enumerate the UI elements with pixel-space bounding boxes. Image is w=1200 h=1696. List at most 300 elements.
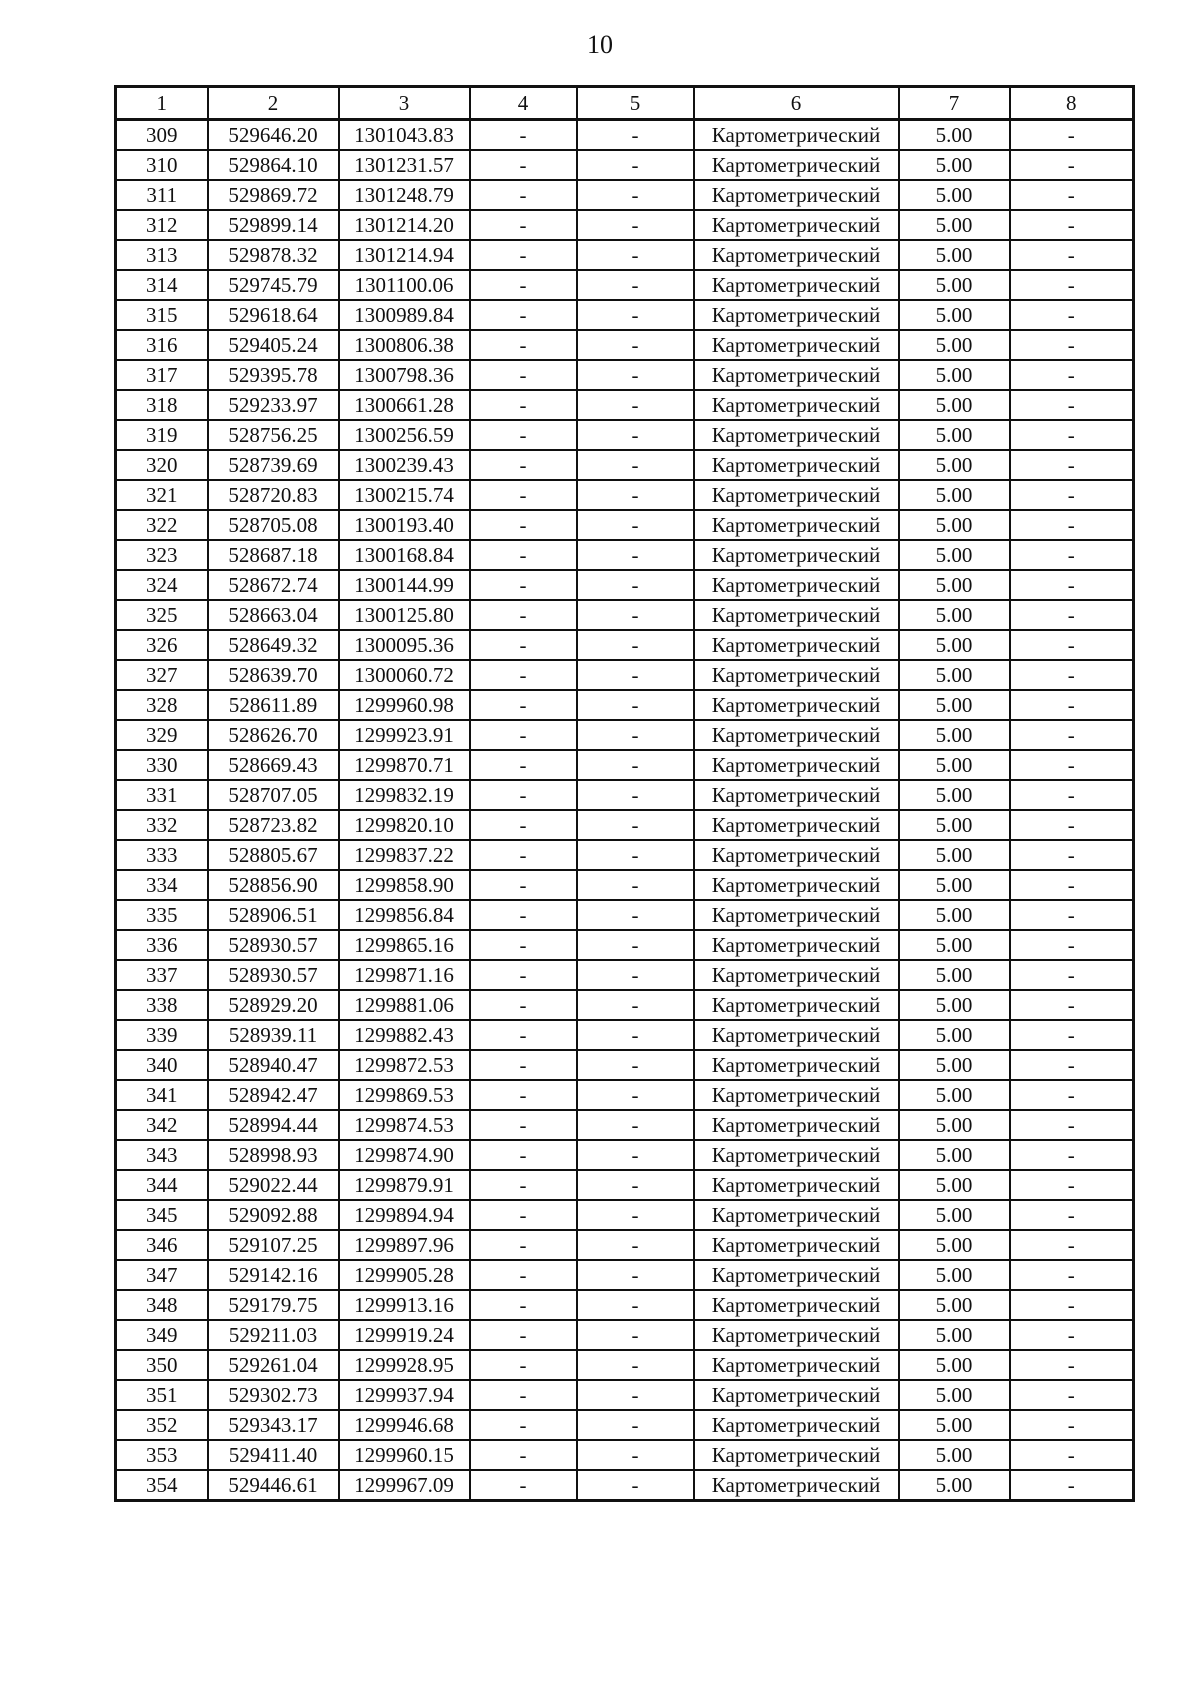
col-4-value-cell: - [470,240,577,270]
point-number-cell: 351 [116,1380,208,1410]
accuracy-cell: 5.00 [899,270,1010,300]
col-5-value-cell: - [577,450,694,480]
x-coordinate-cell: 528723.82 [208,810,339,840]
col-4-value-cell: - [470,960,577,990]
point-number-cell: 332 [116,810,208,840]
table-row [116,1320,1134,1350]
point-number-cell: 314 [116,270,208,300]
col-5-value-cell: - [577,960,694,990]
method-cell: Картометрический [694,210,899,240]
col-5-value-cell: - [577,1200,694,1230]
y-coordinate-cell: 1299869.53 [339,1080,470,1110]
x-coordinate-cell: 529618.64 [208,300,339,330]
y-coordinate-cell: 1300989.84 [339,300,470,330]
col-8-value-cell: - [1010,210,1134,240]
point-number-cell: 322 [116,510,208,540]
y-coordinate-cell: 1299967.09 [339,1470,470,1501]
point-number-cell: 330 [116,750,208,780]
y-coordinate-cell: 1299871.16 [339,960,470,990]
point-number-cell: 335 [116,900,208,930]
table-row [116,660,1134,690]
y-coordinate-cell: 1300144.99 [339,570,470,600]
col-8-value-cell: - [1010,750,1134,780]
column-header-7: 7 [899,87,1010,120]
col-5-value-cell: - [577,1440,694,1470]
col-5-value-cell: - [577,300,694,330]
col-4-value-cell: - [470,810,577,840]
col-5-value-cell: - [577,600,694,630]
point-number-cell: 309 [116,120,208,151]
column-header-2: 2 [208,87,339,120]
accuracy-cell: 5.00 [899,1440,1010,1470]
accuracy-cell: 5.00 [899,1470,1010,1501]
col-4-value-cell: - [470,1230,577,1260]
table-row [116,780,1134,810]
y-coordinate-cell: 1300256.59 [339,420,470,450]
x-coordinate-cell: 528739.69 [208,450,339,480]
col-5-value-cell: - [577,1320,694,1350]
x-coordinate-cell: 528707.05 [208,780,339,810]
col-4-value-cell: - [470,990,577,1020]
col-8-value-cell: - [1010,1230,1134,1260]
point-number-cell: 320 [116,450,208,480]
table-row [116,990,1134,1020]
col-4-value-cell: - [470,1050,577,1080]
col-5-value-cell: - [577,120,694,151]
col-8-value-cell: - [1010,930,1134,960]
col-5-value-cell: - [577,180,694,210]
col-4-value-cell: - [470,210,577,240]
col-4-value-cell: - [470,750,577,780]
x-coordinate-cell: 528930.57 [208,960,339,990]
accuracy-cell: 5.00 [899,690,1010,720]
col-5-value-cell: - [577,1170,694,1200]
y-coordinate-cell: 1300798.36 [339,360,470,390]
x-coordinate-cell: 528939.11 [208,1020,339,1050]
col-4-value-cell: - [470,540,577,570]
col-8-value-cell: - [1010,150,1134,180]
y-coordinate-cell: 1300060.72 [339,660,470,690]
point-number-cell: 311 [116,180,208,210]
accuracy-cell: 5.00 [899,1380,1010,1410]
accuracy-cell: 5.00 [899,240,1010,270]
col-8-value-cell: - [1010,1260,1134,1290]
y-coordinate-cell: 1299960.15 [339,1440,470,1470]
col-5-value-cell: - [577,630,694,660]
x-coordinate-cell: 529864.10 [208,150,339,180]
table-row [116,600,1134,630]
col-8-value-cell: - [1010,570,1134,600]
col-5-value-cell: - [577,480,694,510]
method-cell: Картометрический [694,540,899,570]
x-coordinate-cell: 528805.67 [208,840,339,870]
col-8-value-cell: - [1010,1110,1134,1140]
method-cell: Картометрический [694,780,899,810]
point-number-cell: 328 [116,690,208,720]
col-4-value-cell: - [470,1290,577,1320]
table-row [116,540,1134,570]
col-5-value-cell: - [577,900,694,930]
accuracy-cell: 5.00 [899,1260,1010,1290]
x-coordinate-cell: 529107.25 [208,1230,339,1260]
x-coordinate-cell: 528942.47 [208,1080,339,1110]
table-row [116,150,1134,180]
table-row [116,1020,1134,1050]
col-4-value-cell: - [470,450,577,480]
col-4-value-cell: - [470,870,577,900]
accuracy-cell: 5.00 [899,600,1010,630]
x-coordinate-cell: 528929.20 [208,990,339,1020]
table-row [116,1380,1134,1410]
point-number-cell: 345 [116,1200,208,1230]
x-coordinate-cell: 529411.40 [208,1440,339,1470]
col-5-value-cell: - [577,780,694,810]
accuracy-cell: 5.00 [899,630,1010,660]
col-8-value-cell: - [1010,1350,1134,1380]
point-number-cell: 310 [116,150,208,180]
accuracy-cell: 5.00 [899,570,1010,600]
y-coordinate-cell: 1299894.94 [339,1200,470,1230]
table-row [116,450,1134,480]
point-number-cell: 350 [116,1350,208,1380]
method-cell: Картометрический [694,600,899,630]
accuracy-cell: 5.00 [899,1080,1010,1110]
col-5-value-cell: - [577,720,694,750]
y-coordinate-cell: 1301231.57 [339,150,470,180]
x-coordinate-cell: 528611.89 [208,690,339,720]
col-8-value-cell: - [1010,600,1134,630]
point-number-cell: 336 [116,930,208,960]
x-coordinate-cell: 529179.75 [208,1290,339,1320]
method-cell: Картометрический [694,1110,899,1140]
method-cell: Картометрический [694,1080,899,1110]
point-number-cell: 334 [116,870,208,900]
table-row [116,1290,1134,1320]
col-8-value-cell: - [1010,810,1134,840]
col-4-value-cell: - [470,780,577,810]
col-4-value-cell: - [470,1260,577,1290]
col-4-value-cell: - [470,270,577,300]
accuracy-cell: 5.00 [899,870,1010,900]
col-4-value-cell: - [470,150,577,180]
table-row [116,1440,1134,1470]
col-4-value-cell: - [470,1200,577,1230]
x-coordinate-cell: 528705.08 [208,510,339,540]
col-5-value-cell: - [577,540,694,570]
method-cell: Картометрический [694,660,899,690]
table-row [116,1230,1134,1260]
point-number-cell: 323 [116,540,208,570]
col-5-value-cell: - [577,360,694,390]
y-coordinate-cell: 1300661.28 [339,390,470,420]
col-5-value-cell: - [577,1080,694,1110]
column-header-1: 1 [116,87,208,120]
point-number-cell: 341 [116,1080,208,1110]
method-cell: Картометрический [694,1230,899,1260]
y-coordinate-cell: 1300239.43 [339,450,470,480]
col-5-value-cell: - [577,240,694,270]
page-number: 10 [587,30,613,59]
col-8-value-cell: - [1010,870,1134,900]
col-8-value-cell: - [1010,780,1134,810]
table-row [116,210,1134,240]
point-number-cell: 327 [116,660,208,690]
method-cell: Картометрический [694,1200,899,1230]
table-row [116,1200,1134,1230]
point-number-cell: 329 [116,720,208,750]
table-row [116,1350,1134,1380]
point-number-cell: 331 [116,780,208,810]
method-cell: Картометрический [694,1470,899,1501]
accuracy-cell: 5.00 [899,1170,1010,1200]
y-coordinate-cell: 1299882.43 [339,1020,470,1050]
col-4-value-cell: - [470,120,577,151]
method-cell: Картометрический [694,1020,899,1050]
x-coordinate-cell: 528669.43 [208,750,339,780]
table-row [116,510,1134,540]
col-4-value-cell: - [470,1350,577,1380]
method-cell: Картометрический [694,690,899,720]
col-4-value-cell: - [470,390,577,420]
point-number-cell: 346 [116,1230,208,1260]
method-cell: Картометрический [694,240,899,270]
point-number-cell: 343 [116,1140,208,1170]
method-cell: Картометрический [694,960,899,990]
y-coordinate-cell: 1299919.24 [339,1320,470,1350]
header-row [116,87,1134,120]
accuracy-cell: 5.00 [899,420,1010,450]
method-cell: Картометрический [694,570,899,600]
col-8-value-cell: - [1010,330,1134,360]
x-coordinate-cell: 529092.88 [208,1200,339,1230]
x-coordinate-cell: 528994.44 [208,1110,339,1140]
point-number-cell: 316 [116,330,208,360]
point-number-cell: 354 [116,1470,208,1501]
point-number-cell: 317 [116,360,208,390]
x-coordinate-cell: 529343.17 [208,1410,339,1440]
accuracy-cell: 5.00 [899,480,1010,510]
x-coordinate-cell: 528672.74 [208,570,339,600]
method-cell: Картометрический [694,450,899,480]
table-row [116,900,1134,930]
col-5-value-cell: - [577,1260,694,1290]
x-coordinate-cell: 529405.24 [208,330,339,360]
column-header-4: 4 [470,87,577,120]
x-coordinate-cell: 528940.47 [208,1050,339,1080]
method-cell: Картометрический [694,1140,899,1170]
method-cell: Картометрический [694,750,899,780]
x-coordinate-cell: 529899.14 [208,210,339,240]
col-5-value-cell: - [577,1110,694,1140]
point-number-cell: 353 [116,1440,208,1470]
col-4-value-cell: - [470,1170,577,1200]
col-4-value-cell: - [470,630,577,660]
x-coordinate-cell: 529022.44 [208,1170,339,1200]
col-4-value-cell: - [470,300,577,330]
method-cell: Картометрический [694,360,899,390]
col-4-value-cell: - [470,420,577,450]
accuracy-cell: 5.00 [899,1200,1010,1230]
column-header-3: 3 [339,87,470,120]
accuracy-cell: 5.00 [899,1350,1010,1380]
point-number-cell: 321 [116,480,208,510]
x-coordinate-cell: 528639.70 [208,660,339,690]
accuracy-cell: 5.00 [899,120,1010,151]
col-4-value-cell: - [470,1020,577,1050]
col-8-value-cell: - [1010,720,1134,750]
method-cell: Картометрический [694,300,899,330]
col-8-value-cell: - [1010,180,1134,210]
table-row [116,1110,1134,1140]
method-cell: Картометрический [694,180,899,210]
y-coordinate-cell: 1301043.83 [339,120,470,151]
col-8-value-cell: - [1010,1200,1134,1230]
col-8-value-cell: - [1010,990,1134,1020]
x-coordinate-cell: 529869.72 [208,180,339,210]
y-coordinate-cell: 1300125.80 [339,600,470,630]
col-8-value-cell: - [1010,690,1134,720]
y-coordinate-cell: 1299872.53 [339,1050,470,1080]
col-8-value-cell: - [1010,1470,1134,1501]
accuracy-cell: 5.00 [899,390,1010,420]
table-row [116,300,1134,330]
y-coordinate-cell: 1299874.53 [339,1110,470,1140]
table-row [116,930,1134,960]
accuracy-cell: 5.00 [899,330,1010,360]
col-5-value-cell: - [577,570,694,600]
point-number-cell: 344 [116,1170,208,1200]
x-coordinate-cell: 528687.18 [208,540,339,570]
x-coordinate-cell: 529446.61 [208,1470,339,1501]
x-coordinate-cell: 529878.32 [208,240,339,270]
x-coordinate-cell: 528720.83 [208,480,339,510]
table-row [116,1410,1134,1440]
table-row [116,1170,1134,1200]
table-row [116,750,1134,780]
col-5-value-cell: - [577,390,694,420]
table-row [116,480,1134,510]
point-number-cell: 347 [116,1260,208,1290]
col-5-value-cell: - [577,930,694,960]
col-8-value-cell: - [1010,660,1134,690]
table-row [116,810,1134,840]
y-coordinate-cell: 1300806.38 [339,330,470,360]
col-5-value-cell: - [577,840,694,870]
y-coordinate-cell: 1300095.36 [339,630,470,660]
col-4-value-cell: - [470,1440,577,1470]
accuracy-cell: 5.00 [899,900,1010,930]
x-coordinate-cell: 528756.25 [208,420,339,450]
col-5-value-cell: - [577,1230,694,1260]
col-5-value-cell: - [577,870,694,900]
col-5-value-cell: - [577,1410,694,1440]
method-cell: Картометрический [694,900,899,930]
point-number-cell: 348 [116,1290,208,1320]
method-cell: Картометрический [694,720,899,750]
accuracy-cell: 5.00 [899,1320,1010,1350]
col-8-value-cell: - [1010,900,1134,930]
col-5-value-cell: - [577,1470,694,1501]
table-row [116,180,1134,210]
table-header [116,87,1134,120]
col-5-value-cell: - [577,510,694,540]
accuracy-cell: 5.00 [899,540,1010,570]
method-cell: Картометрический [694,270,899,300]
accuracy-cell: 5.00 [899,930,1010,960]
col-8-value-cell: - [1010,1320,1134,1350]
y-coordinate-cell: 1299913.16 [339,1290,470,1320]
method-cell: Картометрический [694,330,899,360]
x-coordinate-cell: 528998.93 [208,1140,339,1170]
col-8-value-cell: - [1010,840,1134,870]
accuracy-cell: 5.00 [899,180,1010,210]
col-5-value-cell: - [577,690,694,720]
col-4-value-cell: - [470,1380,577,1410]
col-8-value-cell: - [1010,1170,1134,1200]
column-header-5: 5 [577,87,694,120]
y-coordinate-cell: 1300168.84 [339,540,470,570]
point-number-cell: 319 [116,420,208,450]
accuracy-cell: 5.00 [899,300,1010,330]
col-4-value-cell: - [470,690,577,720]
col-4-value-cell: - [470,600,577,630]
y-coordinate-cell: 1299856.84 [339,900,470,930]
y-coordinate-cell: 1299865.16 [339,930,470,960]
col-8-value-cell: - [1010,270,1134,300]
table-row [116,1470,1134,1501]
col-4-value-cell: - [470,1410,577,1440]
col-8-value-cell: - [1010,960,1134,990]
accuracy-cell: 5.00 [899,1140,1010,1170]
method-cell: Картометрический [694,510,899,540]
col-8-value-cell: - [1010,480,1134,510]
y-coordinate-cell: 1301248.79 [339,180,470,210]
col-5-value-cell: - [577,660,694,690]
method-cell: Картометрический [694,120,899,151]
table-row [116,1080,1134,1110]
accuracy-cell: 5.00 [899,810,1010,840]
table-body [116,120,1134,1501]
y-coordinate-cell: 1299832.19 [339,780,470,810]
col-5-value-cell: - [577,1020,694,1050]
table-row [116,720,1134,750]
col-4-value-cell: - [470,1080,577,1110]
method-cell: Картометрический [694,630,899,660]
col-5-value-cell: - [577,210,694,240]
method-cell: Картометрический [694,1320,899,1350]
col-5-value-cell: - [577,330,694,360]
method-cell: Картометрический [694,810,899,840]
table-row [116,960,1134,990]
method-cell: Картометрический [694,1410,899,1440]
col-5-value-cell: - [577,270,694,300]
col-8-value-cell: - [1010,240,1134,270]
column-header-8: 8 [1010,87,1134,120]
method-cell: Картометрический [694,930,899,960]
y-coordinate-cell: 1301214.94 [339,240,470,270]
col-5-value-cell: - [577,990,694,1020]
accuracy-cell: 5.00 [899,780,1010,810]
x-coordinate-cell: 528856.90 [208,870,339,900]
col-5-value-cell: - [577,1350,694,1380]
col-8-value-cell: - [1010,1290,1134,1320]
point-number-cell: 326 [116,630,208,660]
col-4-value-cell: - [470,360,577,390]
table-row [116,690,1134,720]
col-8-value-cell: - [1010,450,1134,480]
x-coordinate-cell: 529211.03 [208,1320,339,1350]
point-number-cell: 315 [116,300,208,330]
